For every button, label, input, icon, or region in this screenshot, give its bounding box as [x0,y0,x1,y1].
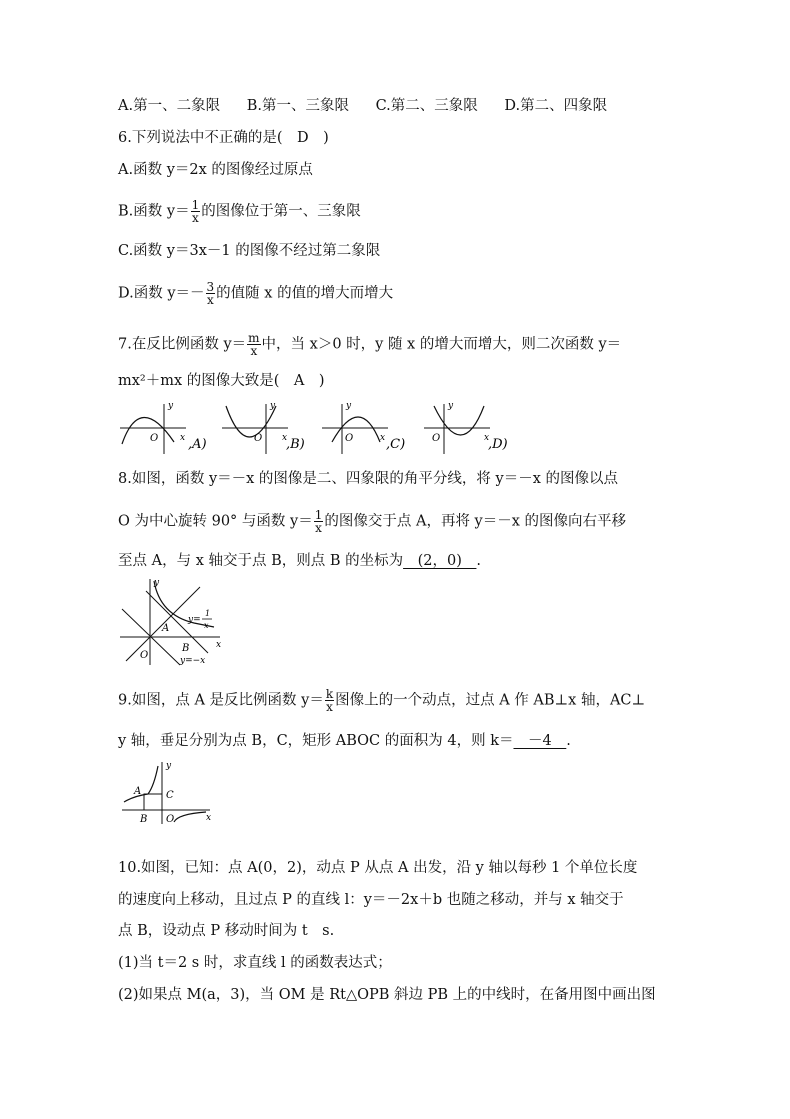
q7-stem-line2: mx²＋mx 的图像大致是( A ) [118,373,325,389]
parabola [226,406,276,437]
y-label: y [270,401,276,411]
y-label: y [166,761,172,771]
text: . [566,733,571,749]
parabola [122,417,174,444]
text: D.函数 y＝－ [118,285,205,302]
y-label: y [168,401,174,411]
q10-line4: (1)当 t＝2 s 时，求直线 l 的函数表达式； [118,955,392,971]
option-a: A.第一、二象限 [118,98,221,114]
choice-c-label: ,C) [386,437,406,452]
graph-a [120,401,207,454]
choice-b-label: ,B) [286,437,305,452]
text: 的图像交于点 A，再将 y＝－x 的图像向右平移 [324,513,627,530]
point-a-label: A [162,623,170,634]
q6-option-b [118,199,361,224]
text: 9.如图，点 A 是反比例函数 y＝ [118,692,324,709]
origin-label: O [345,433,354,444]
numerator: 1 [191,198,200,212]
q8-stem-line1: 8.如图，函数 y＝－x 的图像是二、四象限的角平分线，将 y＝－x 的图像以点 [118,471,619,487]
x-label: x [484,433,490,443]
denominator: x [315,521,322,535]
y-label: y [448,401,454,411]
text: O 为中心旋转 90° 与函数 y＝ [118,513,313,530]
answer-blank: __(2，0)__ [403,553,477,569]
q6-option-d [118,281,393,306]
y-label: y [154,578,160,588]
text: . [476,553,481,569]
q6-option-a: A.函数 y＝2x 的图像经过原点 [118,162,313,178]
line-label: y=−x [180,656,206,666]
q10-line1: 10.如图，已知：点 A(0，2)，动点 P 从点 A 出发，沿 y 轴以每秒 1 个单位长度 [118,860,638,876]
graph-c [322,401,405,454]
answer-blank: __－4__ [513,733,567,749]
q8-stem-line2 [118,509,626,534]
option-c: C.第二、三象限 [375,98,478,114]
q7-stem [118,332,621,357]
fraction [206,281,216,306]
hyperbola-right [174,812,206,822]
parabola [332,417,380,442]
option-b: B.第一、三象限 [246,98,349,114]
text: 中，当 x＞0 时，y 随 x 的增大而增大，则二次函数 y＝ [261,336,622,353]
origin-label: O [166,814,175,825]
point-c-label: C [166,790,174,801]
q9-figure [118,758,218,826]
origin-label: O [254,433,263,444]
q10-line3: 点 B，设动点 P 移动时间为 t s. [118,923,335,939]
x-label: x [216,640,222,650]
numerator: 1 [314,508,323,522]
text: B.函数 y＝ [118,203,190,220]
text: 图像上的一个动点，过点 A 作 AB⊥x 轴，AC⊥ [335,692,646,709]
origin-label: O [150,433,159,444]
x-label: x [206,813,212,823]
fraction [247,332,260,357]
rectangle-aboc [144,794,162,810]
q10-line2: 的速度向上移动，且过点 P 的直线 l：y＝－2x＋b 也随之移动，并与 x 轴交于 [118,892,624,908]
curve-label-denominator: x [204,621,209,630]
q6-stem: 6.下列说法中不正确的是( D ) [118,130,329,146]
denominator: x [192,211,199,225]
text: 的图像位于第一、三象限 [201,203,361,220]
q9-stem-line1 [118,688,645,713]
q10-line5: (2)如果点 M(a，3)，当 OM 是 Rt△OPB 斜边 PB 上的中线时，在备用图中画出图 [118,987,656,1003]
q5-options [118,96,629,116]
origin-label: O [432,433,441,444]
q6-option-c: C.函数 y＝3x－1 的图像不经过第二象限 [118,243,381,259]
q9-stem-line2 [118,731,571,751]
point-b-label: B [140,814,148,825]
q8-stem-line3 [118,551,481,571]
q8-figure [116,575,228,667]
x-label: x [180,433,186,443]
q7-graph-choices [116,398,536,458]
denominator: x [250,344,258,358]
graph-b [222,401,305,454]
fraction [314,509,324,534]
curve-label-numerator: 1 [205,609,211,618]
choice-a-label: ,A) [188,437,207,452]
x-label: x [282,433,288,443]
text: y 轴，垂足分别为点 B，C，矩形 ABOC 的面积为 4，则 k＝ [118,733,514,749]
fraction [325,688,334,713]
denominator: x [326,700,333,714]
option-d: D.第二、四象限 [504,98,608,114]
x-label: x [380,433,386,443]
text: 至点 A，与 x 轴交于点 B，则点 B 的坐标为 [118,553,404,569]
point-a-label: A [134,786,142,797]
numerator: k [325,687,334,701]
graph-d [424,401,508,454]
y-label: y [346,401,352,411]
numerator: m [248,331,260,345]
point-b-label: B [182,643,190,654]
curve-label: y= [188,615,201,625]
denominator: x [206,293,214,307]
numerator: 3 [206,280,215,294]
origin-label: O [140,650,149,661]
text: 7.在反比例函数 y＝ [118,336,247,353]
fraction [191,199,201,224]
choice-d-label: ,D) [488,437,508,452]
text: 的值随 x 的值的增大而增大 [216,285,394,302]
parabola [434,406,484,435]
